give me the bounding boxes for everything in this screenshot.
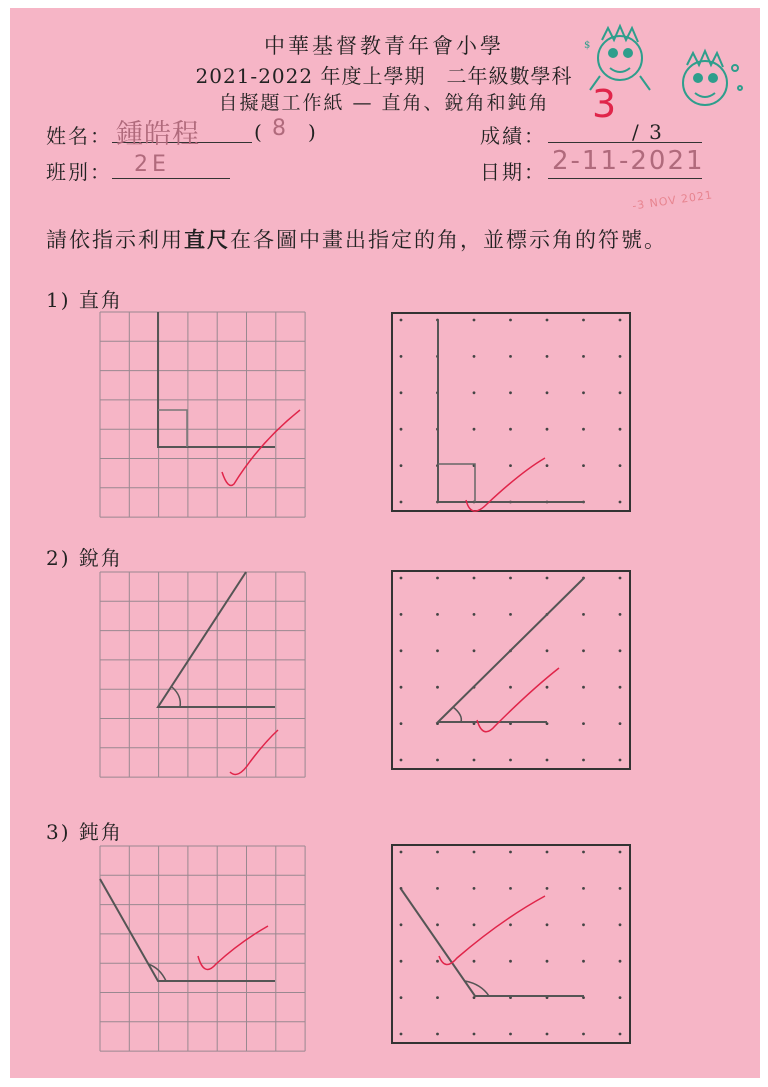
grid-dot <box>619 577 622 580</box>
grid-dot <box>509 1033 512 1036</box>
question-2-title: 銳角 <box>78 546 123 570</box>
class-underline <box>112 178 230 179</box>
grid-dot <box>546 391 549 394</box>
grid-dot <box>436 577 439 580</box>
grid-dot <box>619 319 622 322</box>
grid-dot <box>473 923 476 926</box>
q1-dot-right-angle-mark <box>438 464 475 502</box>
grid-dot <box>546 923 549 926</box>
question-1-number: 1) <box>46 288 71 312</box>
question-3-number: 3) <box>46 820 71 844</box>
q2-square-grid <box>100 572 306 778</box>
grid-dot <box>582 887 585 890</box>
grid-dot <box>619 464 622 467</box>
grid-dot <box>619 686 622 689</box>
grid-dot <box>400 996 403 999</box>
grid-dot <box>473 851 476 854</box>
grid-dot <box>619 649 622 652</box>
grid-dot <box>619 355 622 358</box>
grid-dot <box>473 613 476 616</box>
grid-dot <box>473 887 476 890</box>
grid-dot <box>509 759 512 762</box>
worksheet-title: 自擬題工作紙 — 直角、銳角和鈍角 <box>218 92 550 114</box>
grid-dot <box>473 649 476 652</box>
q1-dot-tick-mark <box>466 458 545 511</box>
grid-dot <box>473 391 476 394</box>
grid-dot <box>509 851 512 854</box>
grid-dot <box>546 686 549 689</box>
grid-dot <box>619 960 622 963</box>
q3-dot-tick-mark <box>439 896 545 965</box>
score-total: / 3 <box>632 120 664 144</box>
question-3-label <box>46 816 123 845</box>
number-paren-close: ) <box>308 120 318 144</box>
grid-dot <box>509 577 512 580</box>
q2-dot-angle-arc <box>453 707 461 722</box>
q2-drawn-angle <box>158 572 275 707</box>
q1-square-grid <box>100 312 306 518</box>
grid-dot <box>436 960 439 963</box>
grid-dot <box>582 613 585 616</box>
grid-dot <box>509 960 512 963</box>
grid-dot <box>619 996 622 999</box>
number-paren-open: ( <box>254 120 264 144</box>
grid-dot <box>509 428 512 431</box>
q1-drawn-angle-dots <box>438 320 584 502</box>
grid-dot <box>400 960 403 963</box>
grid-dot <box>400 355 403 358</box>
grid-dot <box>582 686 585 689</box>
grid-dot <box>546 887 549 890</box>
question-1-label <box>46 284 123 313</box>
grid-dot <box>546 464 549 467</box>
grid-dot <box>400 759 403 762</box>
q2-angle-arc <box>172 687 180 707</box>
grid-dot <box>619 428 622 431</box>
q2-tick-mark <box>230 730 278 774</box>
q3-dots <box>400 851 622 1036</box>
instruction <box>46 224 667 254</box>
grid-dot <box>546 649 549 652</box>
grid-dot <box>582 391 585 394</box>
q1-dots <box>400 319 622 504</box>
score-underline <box>548 142 702 143</box>
q2-dot-frame <box>392 571 630 769</box>
grid-dot <box>619 613 622 616</box>
grid-dot <box>619 1033 622 1036</box>
question-1-title: 直角 <box>78 288 123 312</box>
school-name: 中華基督教青年會小學 <box>264 34 504 58</box>
grid-dot <box>473 319 476 322</box>
grid-dot <box>619 923 622 926</box>
score-value: 3 <box>592 82 617 126</box>
question-2-label <box>46 542 123 571</box>
class-value: 2E <box>134 152 170 177</box>
number-value: 8 <box>272 116 286 141</box>
grid-dot <box>509 391 512 394</box>
grid-dot <box>400 722 403 725</box>
q2-dots <box>400 577 622 762</box>
grid-dot <box>436 613 439 616</box>
grid-dot <box>473 1033 476 1036</box>
grid-dot <box>582 759 585 762</box>
date-value: 2-11-2021 <box>552 146 705 176</box>
grid-dot <box>546 355 549 358</box>
grid-dot <box>473 577 476 580</box>
grid-dot <box>400 686 403 689</box>
grid-dot <box>509 686 512 689</box>
grid-dot <box>400 923 403 926</box>
question-2-number: 2) <box>46 546 71 570</box>
grid-dot <box>400 613 403 616</box>
grid-dot <box>400 1033 403 1036</box>
grid-dot <box>582 428 585 431</box>
grid-dot <box>619 759 622 762</box>
instruction-bold: 直尺 <box>184 227 230 252</box>
grid-dot <box>546 577 549 580</box>
q1-dot-frame <box>392 313 630 511</box>
grid-dot <box>436 996 439 999</box>
grid-dot <box>400 464 403 467</box>
grid-dot <box>509 613 512 616</box>
grid-dot <box>546 319 549 322</box>
grid-dot <box>400 428 403 431</box>
instruction-before: 請依指示利用 <box>46 228 184 252</box>
grid-dot <box>546 960 549 963</box>
q2-grid-lines <box>100 572 305 777</box>
grid-dot <box>582 960 585 963</box>
svg-text:$: $ <box>584 40 591 51</box>
grid-dot <box>582 923 585 926</box>
name-value: 鍾皓程 <box>116 119 200 150</box>
grid-dot <box>582 319 585 322</box>
q1-grid-lines <box>100 312 305 517</box>
grid-dot <box>509 355 512 358</box>
grid-dot <box>619 722 622 725</box>
grid-dot <box>473 428 476 431</box>
grid-dot <box>619 851 622 854</box>
q3-dot-grid <box>391 844 631 1044</box>
q3-dot-frame <box>392 845 630 1043</box>
grid-dot <box>436 887 439 890</box>
grid-dot <box>546 759 549 762</box>
grid-dot <box>509 464 512 467</box>
grid-dot <box>400 391 403 394</box>
q2-drawn-angle-dots <box>438 578 584 722</box>
grid-dot <box>436 1033 439 1036</box>
grid-dot <box>400 649 403 652</box>
score-label: 成績： <box>480 124 546 148</box>
q1-right-angle-mark <box>158 410 187 447</box>
grid-dot <box>473 355 476 358</box>
grid-dot <box>509 887 512 890</box>
grid-dot <box>546 851 549 854</box>
q1-dot-grid <box>391 312 631 512</box>
name-label: 姓名： <box>46 124 112 148</box>
grid-dot <box>436 851 439 854</box>
grid-dot <box>400 577 403 580</box>
grid-dot <box>400 851 403 854</box>
date-underline <box>548 178 702 179</box>
grid-dot <box>400 501 403 504</box>
grid-dot <box>400 319 403 322</box>
grid-dot <box>582 649 585 652</box>
grid-dot <box>436 649 439 652</box>
grid-dot <box>582 1033 585 1036</box>
q1-drawn-angle <box>158 312 275 447</box>
date-label: 日期： <box>480 160 546 184</box>
grid-dot <box>546 1033 549 1036</box>
q3-drawn-angle-dots <box>401 889 584 996</box>
grid-dot <box>436 923 439 926</box>
grid-dot <box>582 355 585 358</box>
grid-dot <box>582 851 585 854</box>
term-subject: 2021-2022 年度上學期 二年級數學科 <box>195 64 573 88</box>
q3-grid-lines <box>100 846 305 1051</box>
grid-dot <box>473 759 476 762</box>
grid-dot <box>509 923 512 926</box>
grid-dot <box>509 319 512 322</box>
grid-dot <box>436 686 439 689</box>
grid-dot <box>473 960 476 963</box>
grid-dot <box>546 428 549 431</box>
grid-dot <box>436 759 439 762</box>
grid-dot <box>582 722 585 725</box>
grid-dot <box>619 501 622 504</box>
instruction-after: 在各圖中畫出指定的角，並標示角的符號。 <box>230 228 667 252</box>
question-3-title: 鈍角 <box>78 820 123 844</box>
class-label: 班別： <box>46 160 112 184</box>
received-date-stamp: -3 NOV 2021 <box>631 188 714 213</box>
grid-dot <box>619 391 622 394</box>
grid-dot <box>619 887 622 890</box>
q3-square-grid <box>100 846 306 1052</box>
q2-dot-grid <box>391 570 631 770</box>
grid-dot <box>582 464 585 467</box>
